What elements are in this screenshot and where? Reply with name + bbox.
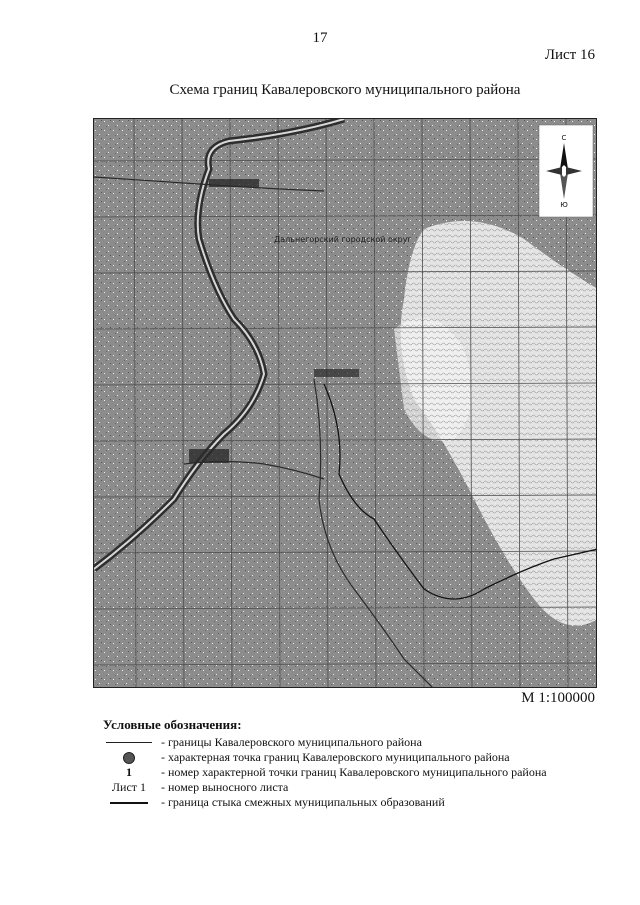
legend: [103, 717, 603, 810]
legend-item-text: - номер выносного листа: [161, 780, 289, 794]
legend-item-text: - границы Кавалеровского муниципального района: [161, 735, 422, 749]
sheet-number-symbol: Лист 1: [111, 780, 147, 794]
topographic-map: [94, 119, 597, 688]
thick-line-symbol: [110, 802, 148, 804]
legend-item-text: - граница стыка смежных муниципальных образований: [161, 795, 445, 809]
legend-item-text: - номер характерной точки границ Кавалеровского муниципального района: [161, 765, 547, 779]
thin-line-symbol: [106, 742, 152, 743]
legend-title: Условные обозначения:: [103, 717, 242, 732]
point-dot-symbol: [123, 752, 135, 764]
legend-item-sheet: [103, 780, 603, 795]
district-label: Дальнегорский городской округ: [274, 235, 412, 244]
legend-item-text: - характерная точка границ Кавалеровского муниципального района: [161, 750, 510, 764]
legend-item-point-number: [103, 765, 603, 780]
map-scale: М 1:100000: [521, 690, 595, 706]
map-frame: [93, 118, 597, 688]
map-title: Схема границ Кавалеровского муниципального района: [169, 82, 521, 98]
compass-rose: [539, 125, 593, 217]
legend-item-junction: [103, 795, 603, 810]
sheet-label: Лист 16: [544, 47, 595, 63]
point-number-symbol: 1: [126, 765, 132, 779]
legend-item-boundary: [103, 735, 603, 750]
compass-north-label: С: [561, 134, 567, 142]
legend-item-point: [103, 750, 603, 765]
page-number: 17: [312, 30, 328, 46]
compass-south-label: Ю: [560, 201, 568, 209]
